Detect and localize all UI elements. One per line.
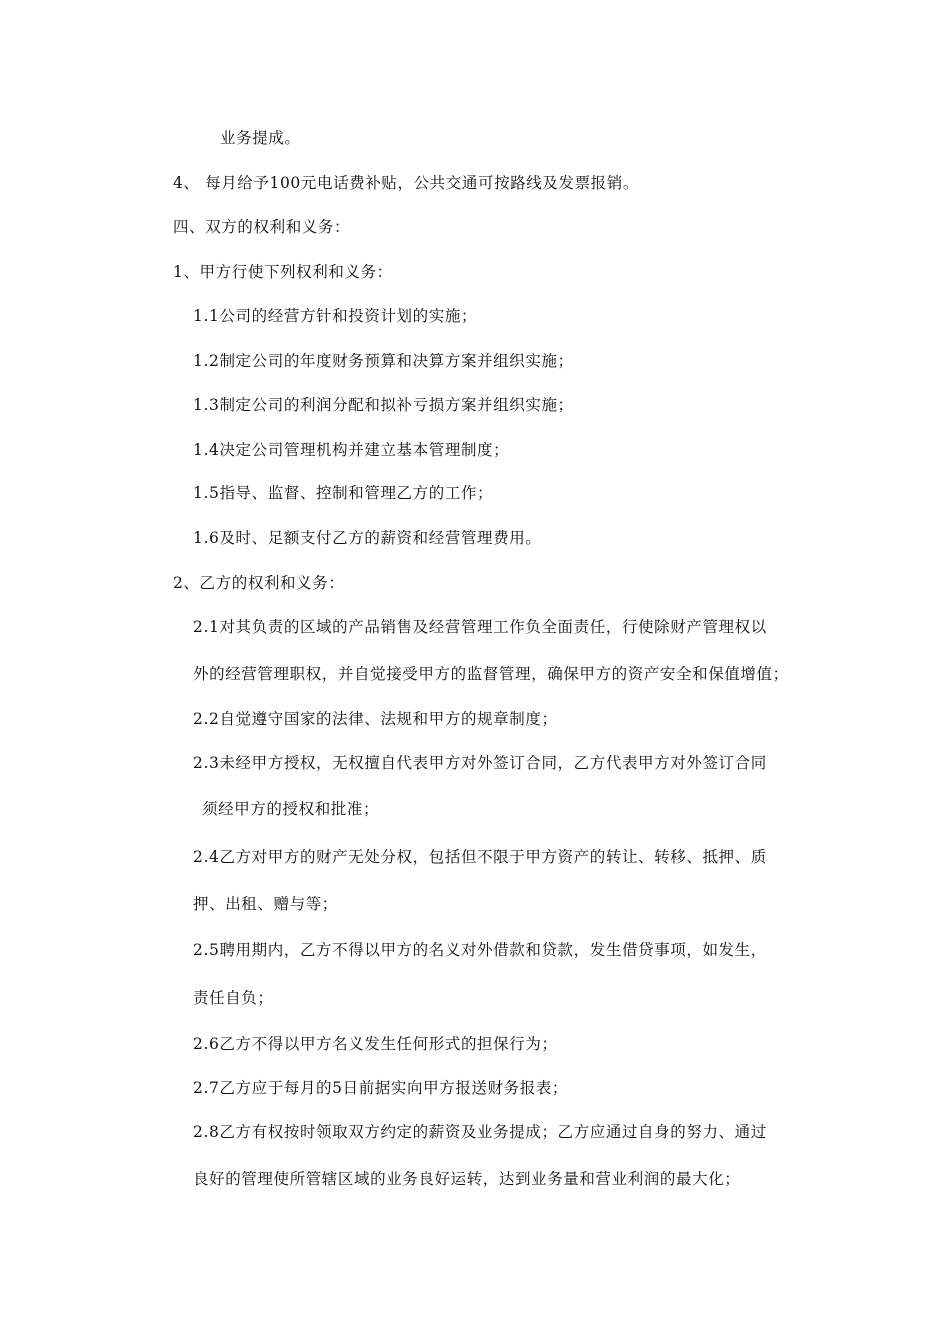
clause-2-7: 2.7乙方应于每月的5日前据实向甲方报送财务报表； xyxy=(193,1079,569,1097)
clause-1-2: 1.2制定公司的年度财务预算和决算方案并组织实施； xyxy=(193,352,574,370)
clause-2-8-cont: 良好的管理使所管辖区域的业务良好运转，达到业务量和营业利润的最大化； xyxy=(193,1170,741,1188)
clause-2-1: 2.1对其负责的区域的产品销售及经营管理工作负全面责任，行使除财产管理权以 xyxy=(193,618,767,636)
section-heading-4: 四、双方的权利和义务： xyxy=(173,218,351,236)
clause-2-2: 2.2自觉遵守国家的法律、法规和甲方的规章制度； xyxy=(193,710,558,728)
clause-2-4: 2.4乙方对甲方的财产无处分权，包括但不限于甲方资产的转让、转移、抵押、质 xyxy=(193,848,767,866)
clause-1-5: 1.5指导、监督、控制和管理乙方的工作； xyxy=(193,484,494,502)
clause-1-4: 1.4决定公司管理机构并建立基本管理制度； xyxy=(193,441,510,459)
clause-2-3-cont: 须经甲方的授权和批准； xyxy=(202,800,380,818)
clause-2-6: 2.6乙方不得以甲方名义发生任何形式的担保行为； xyxy=(193,1035,558,1053)
clause-2-5-cont: 责任自负； xyxy=(193,989,274,1007)
text-line-1: 业务提成。 xyxy=(220,129,301,147)
clause-1-6: 1.6及时、足额支付乙方的薪资和经营管理费用。 xyxy=(193,529,542,547)
subsection-heading-2: 2、乙方的权利和义务： xyxy=(173,574,345,592)
text-line-2: 4、 每月给予100元电话费补贴，公共交通可按路线及发票报销。 xyxy=(173,174,639,192)
clause-2-4-cont: 押、出租、赠与等； xyxy=(193,895,338,913)
clause-2-5: 2.5聘用期内，乙方不得以甲方的名义对外借款和贷款，发生借贷事项，如发生， xyxy=(193,941,767,959)
clause-1-3: 1.3制定公司的利润分配和拟补亏损方案并组织实施； xyxy=(193,396,574,414)
clause-2-8: 2.8乙方有权按时领取双方约定的薪资及业务提成；乙方应通过自身的努力、通过 xyxy=(193,1123,767,1141)
clause-2-1-cont: 外的经营管理职权，并自觉接受甲方的监督管理，确保甲方的资产安全和保值增值； xyxy=(193,665,789,683)
clause-2-3: 2.3未经甲方授权，无权擅自代表甲方对外签订合同，乙方代表甲方对外签订合同 xyxy=(193,754,767,772)
subsection-heading-1: 1、甲方行使下列权利和义务： xyxy=(173,263,393,281)
clause-1-1: 1.1公司的经营方针和投资计划的实施； xyxy=(193,307,478,325)
